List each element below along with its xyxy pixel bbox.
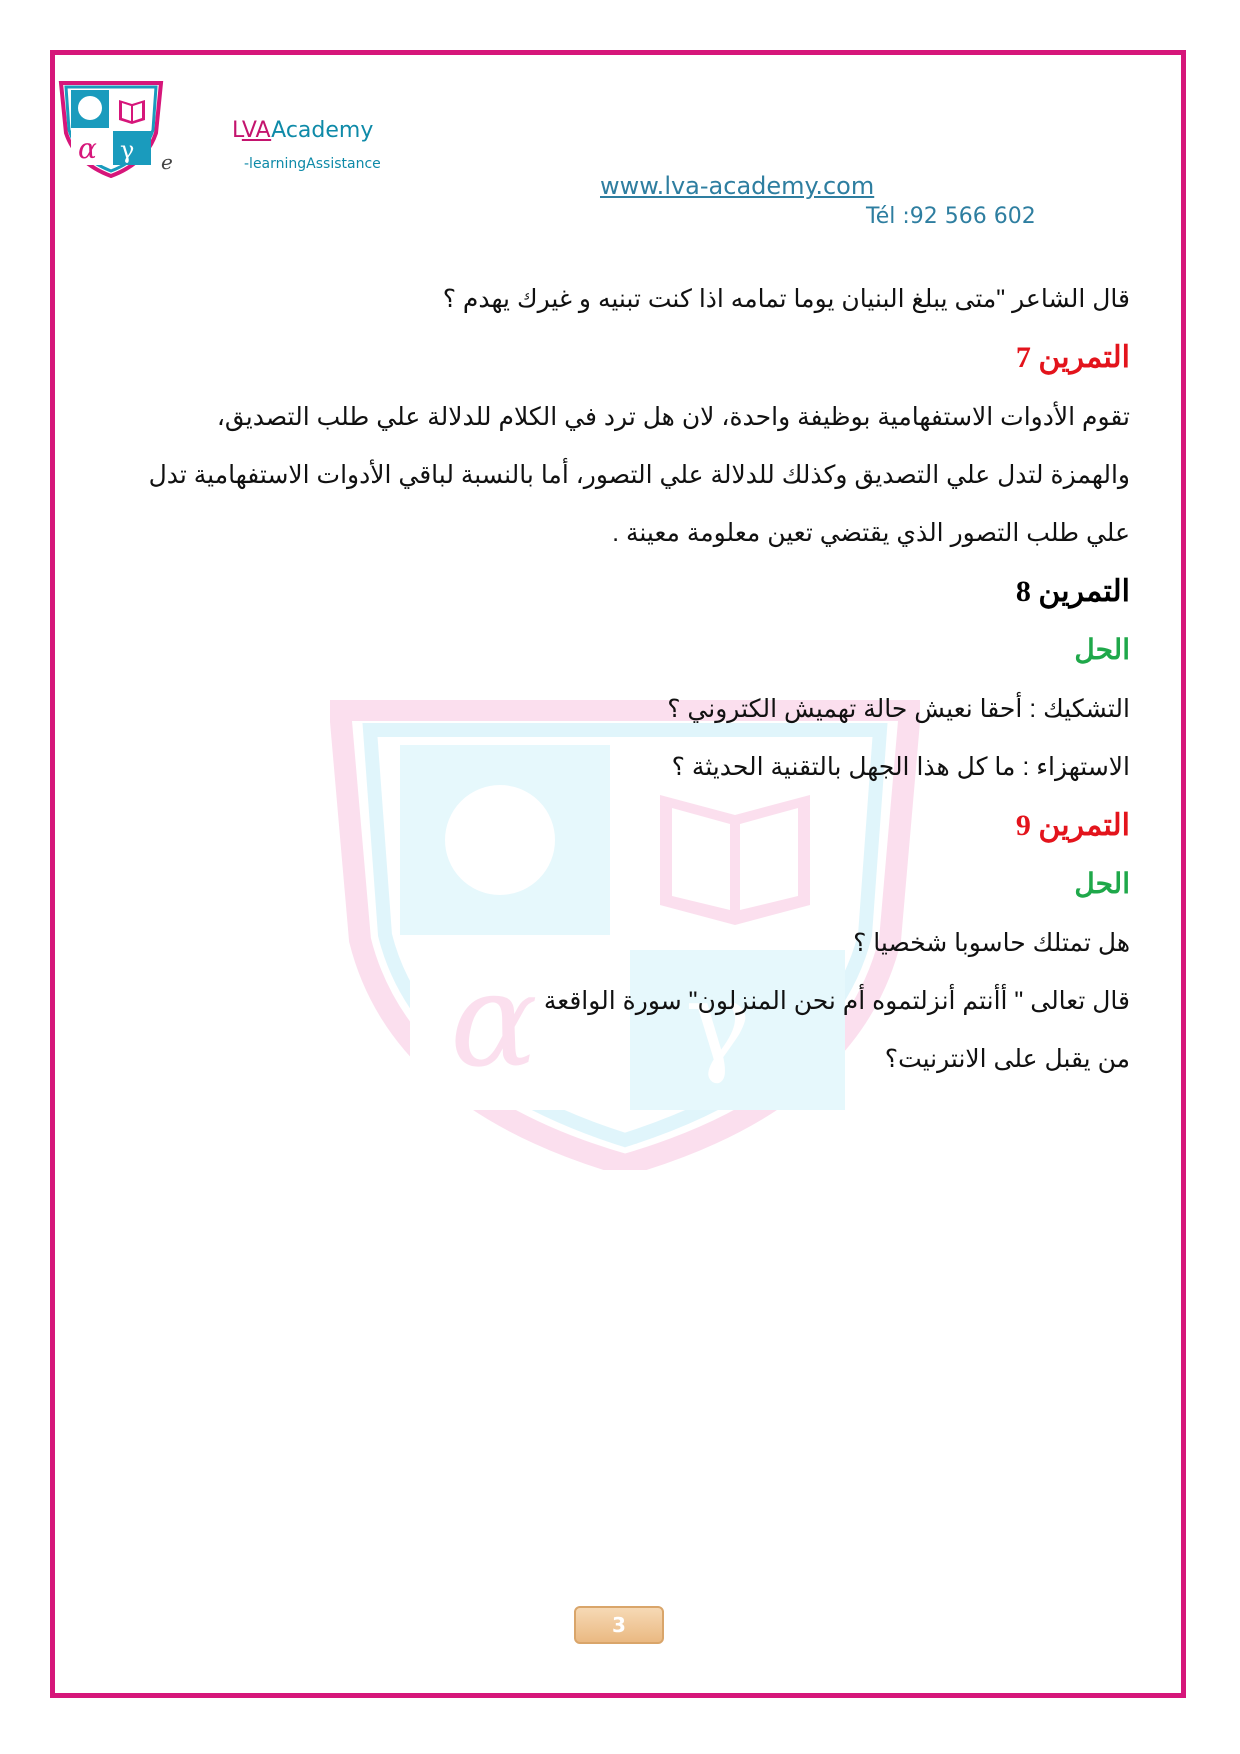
phone-number: Tél :92 566 602 [866,204,1036,229]
exercise-8-title: التمرين 8 [1015,575,1130,608]
page-content [110,270,1130,1088]
exercise-9-title: التمرين 9 [1015,809,1130,842]
exercise-9-solution-label: الحل [1074,869,1130,900]
exercise-7-line: علي طلب التصور الذي يقتضي تعين معلومة معينة . [612,519,1130,547]
exercise-8-line: التشكيك : أحقا نعيش حالة تهميش الكتروني ؟ [667,695,1130,723]
exercise-8-line: الاستهزاء : ما كل هذا الجهل بالتقنية الحديثة ؟ [671,753,1130,781]
poem-line: قال الشاعر "متى يبلغ البنيان يوما تمامه اذا كنت تبنيه و غيرك يهدم ؟ [442,285,1130,313]
exercise-9-line: قال تعالى " أأنتم أنزلتموه أم نحن المنزلون" سورة الواقعة [543,987,1130,1015]
svg-text:α: α [78,132,97,165]
brand-suffix: Academy [271,118,374,143]
svg-text:γ: γ [120,136,135,164]
lva-shield-logo-icon [56,78,166,178]
exercise-7-line: والهمزة لتدل علي التصديق وكذلك للدلالة علي التصور، أما بالنسبة لباقي الأدوات الاستفهامية تدل [148,461,1130,489]
exercise-9-line: هل تمتلك حاسوبا شخصيا ؟ [853,929,1130,957]
brand-tagline: -learningAssistance [244,156,381,172]
svg-text:γ: γ [685,958,751,1086]
svg-text:α: α [450,944,538,1096]
website-link[interactable]: www.lva-academy.com [600,172,875,200]
exercise-8-solution-label: الحل [1074,635,1130,666]
exercise-7-title: التمرين 7 [1015,341,1130,374]
exercise-9-line: من يقبل على الانترنيت؟ [884,1045,1130,1073]
brand-name [232,118,373,143]
page-number: 3 [574,1606,664,1644]
logo-e-mark: e [161,150,173,174]
brand-prefix: L [232,118,242,143]
exercise-7-line: تقوم الأدوات الاستفهامية بوظيفة واحدة، لان هل ترد في الكلام للدلالة علي طلب التصديق، [216,403,1130,431]
brand-va: VA [241,118,272,143]
